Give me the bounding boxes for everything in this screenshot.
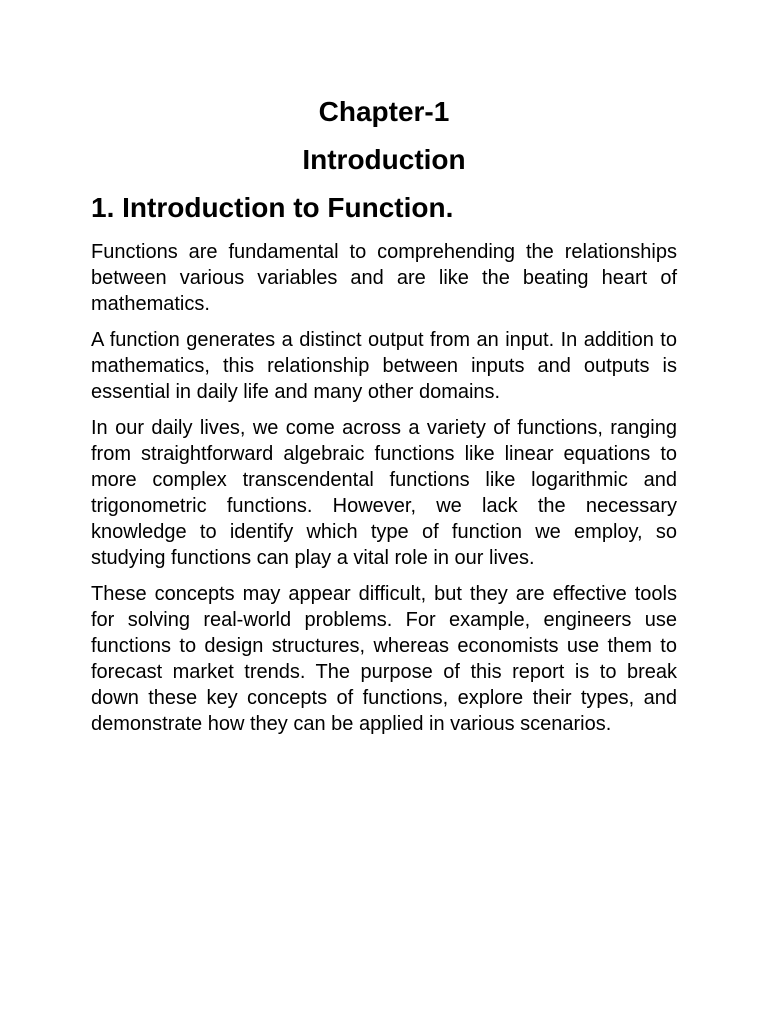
chapter-subtitle: Introduction [302, 144, 466, 175]
paragraph: Functions are fundamental to comprehending the relationships between various variables and are like the beating heart of mathematics. [91, 241, 677, 315]
paragraph: These concepts may appear difficult, but they are effective tools for solving real-world problems. For example, engineers use functions to design structures, whereas economists use them to forecast market trends. The purpose of this report is to break down these key concepts of functions, explore their types, and demonstrate how they can be applied in various scenarios. [91, 583, 677, 735]
chapter-title: Chapter-1 [318, 96, 450, 127]
section-heading: 1. Introduction to Function. [91, 192, 454, 223]
paragraph: In our daily lives, we come across a variety of functions, ranging from straightforward algebraic functions like linear equations to more complex transcendental functions like logarithmic and trigonometric functions. However, we lack the necessary knowledge to identify which type of function we employ, so studying functions can play a vital role in our lives. [91, 417, 677, 569]
paragraph: A function generates a distinct output from an input. In addition to mathematics, this relationship between inputs and outputs is essential in daily life and many other domains. [91, 329, 677, 403]
